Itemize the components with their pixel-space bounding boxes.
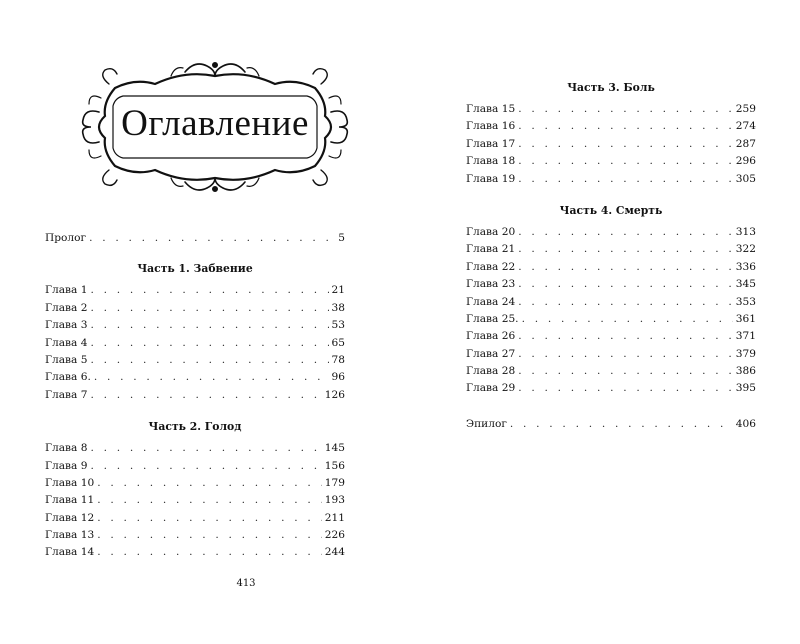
dot-leader — [518, 120, 733, 132]
dot-leader — [518, 278, 733, 290]
toc-left — [45, 232, 345, 564]
toc-entry[interactable] — [466, 348, 756, 365]
entry-label: Глава 11 — [45, 494, 95, 507]
part-3-list — [466, 103, 756, 190]
entry-label: Глава 16 — [466, 120, 516, 133]
toc-entry-prologue[interactable] — [45, 232, 345, 249]
toc-entry[interactable] — [45, 389, 345, 406]
entry-page: 353 — [735, 295, 756, 308]
entry-label: Глава 21 — [466, 243, 516, 256]
dot-leader — [510, 418, 733, 430]
dot-leader — [518, 103, 733, 115]
part-heading: Часть 1. Забвение — [137, 262, 253, 276]
entry-page: 395 — [735, 382, 756, 395]
toc-entry[interactable] — [466, 278, 756, 295]
dot-leader — [97, 477, 322, 489]
dot-leader — [518, 173, 733, 185]
toc-entry[interactable] — [466, 261, 756, 278]
ornamental-title-frame — [75, 58, 355, 196]
entry-label: Глава 8 — [45, 442, 88, 455]
toc-entry[interactable] — [45, 460, 345, 477]
dot-leader — [518, 330, 733, 342]
toc-entry[interactable] — [466, 173, 756, 190]
entry-page: 345 — [735, 278, 756, 291]
entry-label: Глава 22 — [466, 260, 516, 273]
entry-page: 274 — [735, 120, 756, 133]
toc-entry[interactable] — [45, 442, 345, 459]
toc-entry[interactable] — [466, 103, 756, 120]
toc-entry[interactable] — [466, 138, 756, 155]
entry-label: Глава 6. — [45, 371, 91, 384]
dot-leader — [518, 155, 733, 167]
page-title: Оглавление — [121, 103, 309, 144]
dot-leader — [90, 460, 321, 472]
toc-entry[interactable] — [466, 120, 756, 137]
toc-entry-epilogue[interactable] — [466, 418, 756, 435]
entry-page: 305 — [735, 172, 756, 185]
toc-entry[interactable] — [466, 296, 756, 313]
entry-page: 65 — [331, 336, 345, 349]
entry-label: Глава 4 — [45, 336, 88, 349]
toc-entry[interactable] — [45, 529, 345, 546]
entry-page: 96 — [331, 371, 345, 384]
entry-label: Глава 15 — [466, 103, 516, 115]
dot-leader — [97, 546, 322, 558]
entry-page: 38 — [331, 301, 345, 314]
toc-entry[interactable] — [466, 226, 756, 243]
dot-leader — [90, 284, 328, 296]
entry-page: 296 — [735, 155, 756, 168]
dot-leader — [518, 348, 733, 360]
entry-page: 361 — [735, 312, 756, 325]
entry-page: 259 — [735, 103, 756, 115]
entry-label: Глава 27 — [466, 347, 516, 360]
entry-label: Глава 24 — [466, 295, 516, 308]
entry-label: Глава 28 — [466, 365, 516, 378]
entry-label: Глава 3 — [45, 319, 88, 332]
dot-leader — [518, 243, 733, 255]
entry-label: Эпилог — [466, 417, 507, 430]
entry-page: 78 — [331, 353, 345, 366]
entry-label: Глава 25. — [466, 312, 519, 325]
entry-label: Глава 12 — [45, 511, 95, 524]
entry-label: Глава 2 — [45, 301, 88, 314]
dot-leader — [97, 494, 322, 506]
dot-leader — [518, 365, 733, 377]
entry-page: 193 — [324, 494, 345, 507]
toc-entry[interactable] — [45, 284, 345, 301]
dot-leader — [90, 337, 328, 349]
entry-label: Пролог — [45, 232, 87, 244]
dot-leader — [97, 512, 322, 524]
entry-label: Глава 7 — [45, 388, 88, 401]
toc-entry[interactable] — [466, 243, 756, 260]
dot-leader — [90, 319, 328, 331]
dot-leader — [518, 138, 733, 150]
part-4-list — [466, 226, 756, 400]
entry-label: Глава 29 — [466, 382, 516, 395]
entry-page: 371 — [735, 330, 756, 343]
entry-page: 313 — [735, 225, 756, 238]
dot-leader — [90, 389, 321, 401]
entry-label: Глава 17 — [466, 137, 516, 150]
toc-entry[interactable] — [45, 354, 345, 371]
dot-leader — [89, 232, 335, 244]
entry-page: 406 — [735, 417, 756, 430]
entry-label: Глава 9 — [45, 459, 88, 472]
page-number: 413 — [236, 578, 256, 589]
toc-entry[interactable] — [45, 337, 345, 354]
entry-label: Глава 19 — [466, 172, 516, 185]
toc-entry[interactable] — [45, 371, 345, 388]
toc-entry[interactable] — [45, 302, 345, 319]
dot-leader — [90, 442, 321, 454]
dot-leader — [518, 382, 733, 394]
dot-leader — [518, 296, 733, 308]
entry-label: Глава 10 — [45, 476, 95, 489]
entry-page: 322 — [735, 243, 756, 256]
toc-right — [466, 72, 756, 435]
entry-page: 179 — [324, 476, 345, 489]
toc-entry[interactable] — [466, 313, 756, 330]
entry-label: Глава 14 — [45, 546, 95, 559]
toc-entry[interactable] — [45, 477, 345, 494]
part-heading: Часть 2. Голод — [148, 420, 242, 434]
toc-entry[interactable] — [466, 382, 756, 399]
dot-leader — [97, 529, 322, 541]
entry-page: 5 — [338, 232, 345, 244]
toc-entry[interactable] — [45, 546, 345, 563]
entry-label: Глава 18 — [466, 155, 516, 168]
entry-label: Глава 5 — [45, 353, 88, 366]
entry-label: Глава 23 — [466, 278, 516, 291]
part-2-list — [45, 442, 345, 564]
toc-entry[interactable] — [45, 494, 345, 511]
entry-page: 379 — [735, 347, 756, 360]
entry-page: 53 — [331, 319, 345, 332]
dot-leader — [94, 371, 329, 383]
entry-label: Глава 20 — [466, 225, 516, 238]
toc-entry[interactable] — [45, 512, 345, 529]
entry-label: Глава 13 — [45, 529, 95, 542]
toc-entry[interactable] — [466, 365, 756, 382]
entry-page: 21 — [331, 284, 345, 297]
entry-label: Глава 1 — [45, 284, 88, 297]
part-1-list — [45, 284, 345, 406]
toc-entry[interactable] — [466, 330, 756, 347]
dot-leader — [518, 261, 733, 273]
entry-label: Глава 26 — [466, 330, 516, 343]
entry-page: 336 — [735, 260, 756, 273]
entry-page: 126 — [324, 388, 345, 401]
entry-page: 386 — [735, 365, 756, 378]
dot-leader — [518, 226, 733, 238]
dot-leader — [522, 313, 733, 325]
part-heading: Часть 4. Смерть — [559, 203, 663, 217]
entry-page: 211 — [324, 511, 345, 524]
toc-entry[interactable] — [466, 155, 756, 172]
toc-entry[interactable] — [45, 319, 345, 336]
part-heading: Часть 3. Боль — [567, 81, 655, 94]
entry-page: 244 — [324, 546, 345, 559]
entry-page: 226 — [324, 529, 345, 542]
dot-leader — [90, 302, 328, 314]
entry-page: 156 — [324, 459, 345, 472]
entry-page: 287 — [735, 137, 756, 150]
dot-leader — [90, 354, 328, 366]
entry-page: 145 — [324, 442, 345, 455]
